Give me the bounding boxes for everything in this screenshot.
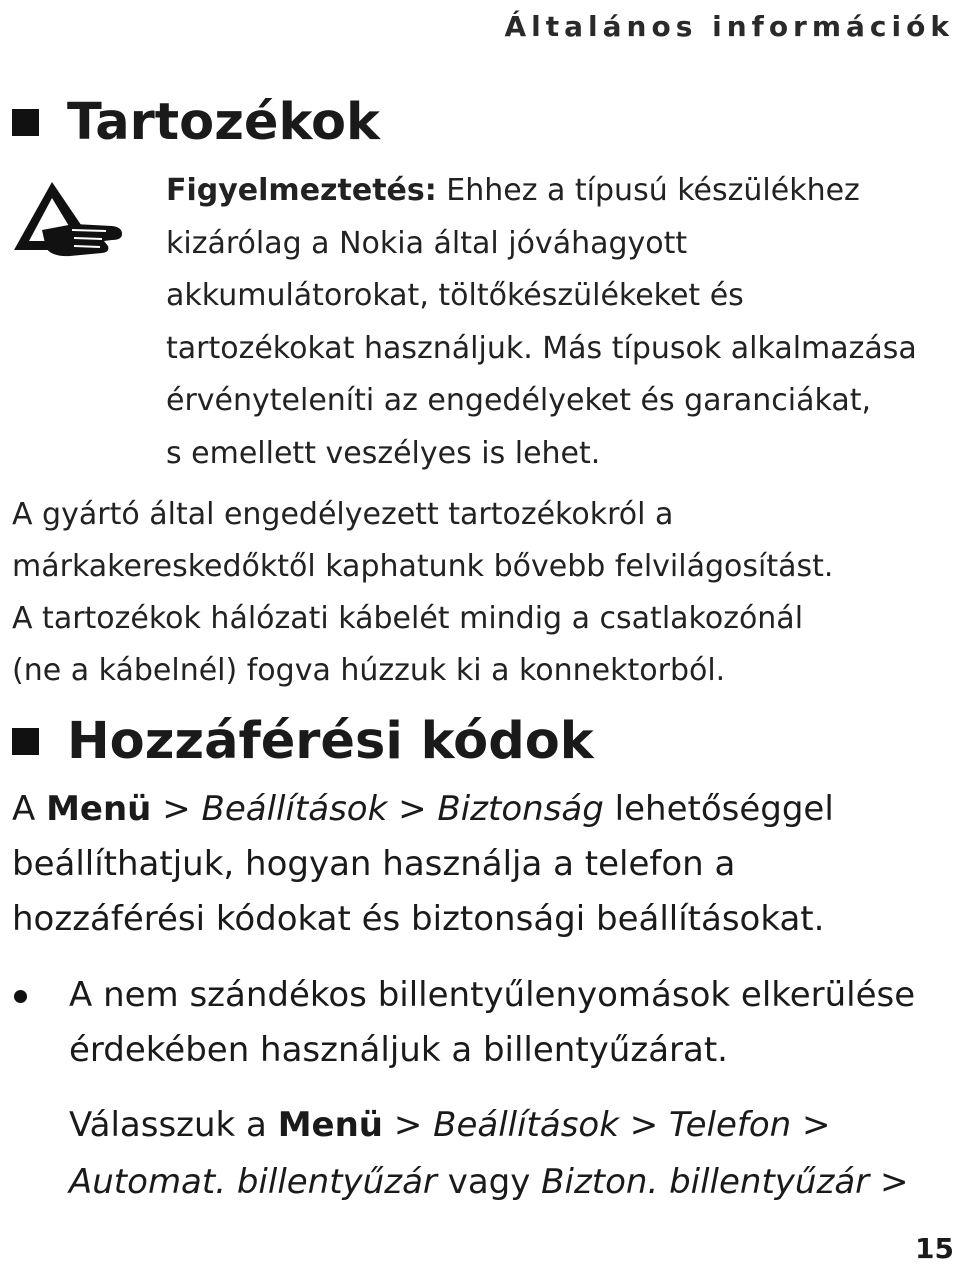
warning-line-3: akkumulátorokat, töltőkészülékeket és bbox=[166, 278, 744, 313]
warning-line-1: Figyelmeztetés: Ehhez a típusú készülékhez bbox=[166, 173, 860, 208]
section-title-text: Tartozékok bbox=[67, 93, 380, 152]
warning-text bbox=[166, 165, 956, 480]
bullet-line-1: A nem szándékos billentyűlenyomások elkerülése bbox=[69, 975, 916, 1015]
menu-path-menu: Menü bbox=[46, 789, 152, 829]
warning-label: Figyelmeztetés: bbox=[166, 173, 437, 208]
instruction-line-1: Válasszuk a Menü > Beállítások > Telefon > bbox=[69, 1105, 831, 1145]
menu-path-settings: Beállítások bbox=[201, 789, 388, 829]
intro-line-1: A Menü > Beállítások > Biztonság lehetőséggel bbox=[12, 789, 834, 829]
section-title-text: Hozzáférési kódok bbox=[67, 712, 594, 771]
menu-path-security-keyguard: Bizton. billentyűzár bbox=[541, 1162, 870, 1202]
black-square-icon bbox=[12, 109, 39, 136]
menu-path-auto-keyguard: Automat. billentyűzár bbox=[69, 1162, 437, 1202]
accessories-paragraph bbox=[12, 489, 952, 697]
bullet-text bbox=[69, 968, 959, 1078]
warning-line-5: érvényteleníti az engedélyeket és garanciákat, bbox=[166, 383, 872, 418]
bullet-dot-icon bbox=[14, 990, 27, 1003]
warning-line-2: kizárólag a Nokia által jóváhagyott bbox=[166, 225, 688, 261]
paragraph-line-3: A tartozékok hálózati kábelét mindig a csatlakozónál bbox=[12, 601, 804, 636]
warning-line-6: s emellett veszélyes is lehet. bbox=[166, 435, 601, 471]
access-codes-intro bbox=[12, 782, 957, 947]
menu-path-settings: Beállítások bbox=[433, 1105, 619, 1145]
page-header: Általános információk bbox=[504, 10, 954, 43]
warning-hand-icon bbox=[12, 178, 126, 262]
menu-path-phone: Telefon bbox=[669, 1105, 792, 1145]
intro-line-2: beállíthatjuk, hogyan használja a telefon a bbox=[12, 844, 736, 884]
paragraph-line-1: A gyártó által engedélyezett tartozékokról a bbox=[12, 497, 674, 532]
section-title-access-codes bbox=[12, 712, 594, 771]
menu-path-security: Biztonság bbox=[437, 789, 604, 829]
warning-line-4: tartozékokat használjuk. Más típusok alkalmazása bbox=[166, 330, 917, 366]
paragraph-line-4: (ne a kábelnél) fogva húzzuk ki a konnektorból. bbox=[12, 653, 726, 688]
intro-line-3: hozzáférési kódokat és biztonsági beállításokat. bbox=[12, 899, 825, 939]
paragraph-line-2: márkakereskedőktől kaphatunk bővebb felvilágosítást. bbox=[12, 549, 834, 584]
black-square-icon bbox=[12, 728, 39, 755]
page-number: 15 bbox=[915, 1232, 954, 1265]
bullet-line-2: érdekében használjuk a billentyűzárat. bbox=[69, 1030, 728, 1070]
instruction-line-2: Automat. billentyűzár vagy Bizton. billentyűzár > bbox=[69, 1162, 909, 1202]
menu-path-menu: Menü bbox=[277, 1105, 384, 1145]
keylock-instruction bbox=[69, 1097, 959, 1211]
section-title-accessories bbox=[12, 93, 380, 152]
